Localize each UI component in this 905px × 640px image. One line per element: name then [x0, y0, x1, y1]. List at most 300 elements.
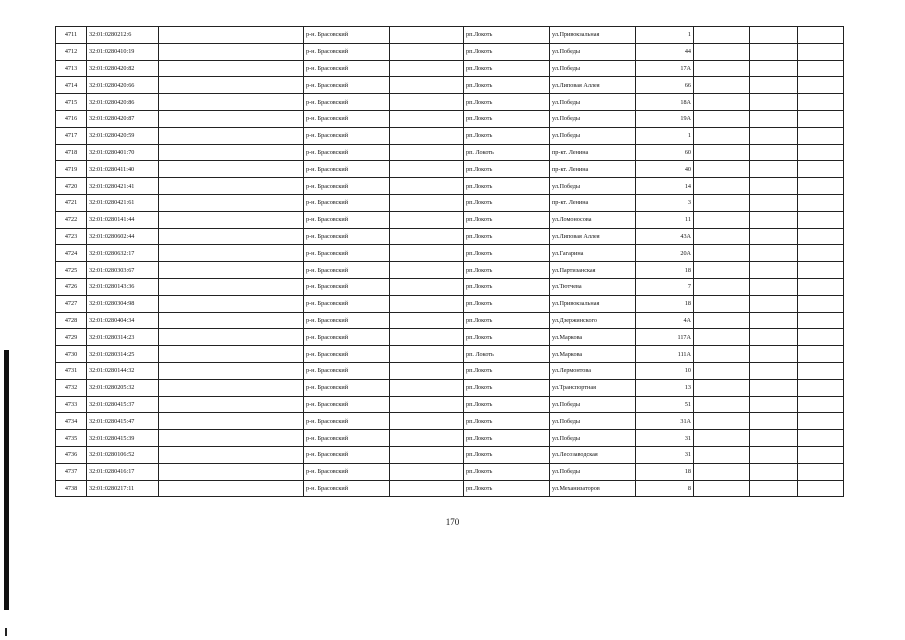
row-number-cell: 4720 [56, 178, 87, 195]
empty-cell [694, 211, 750, 228]
empty-cell [750, 329, 798, 346]
street-cell: пр-кт. Ленина [550, 144, 636, 161]
table-row [56, 77, 844, 94]
empty-cell [390, 211, 464, 228]
empty-cell [798, 430, 844, 447]
settlement-cell: рп.Локоть [464, 127, 550, 144]
empty-cell [798, 346, 844, 363]
empty-cell [390, 27, 464, 44]
house-number-cell: 13 [636, 379, 694, 396]
empty-cell [694, 295, 750, 312]
table-row [56, 27, 844, 44]
district-cell: р-н. Брасовский [304, 295, 390, 312]
cadastral-number-cell: 32:01:0280420:82 [87, 60, 159, 77]
empty-cell [750, 127, 798, 144]
empty-cell [390, 312, 464, 329]
row-number-cell: 4717 [56, 127, 87, 144]
empty-cell [694, 27, 750, 44]
table-row [56, 60, 844, 77]
empty-cell [694, 43, 750, 60]
empty-cell [798, 127, 844, 144]
settlement-cell: рп.Локоть [464, 110, 550, 127]
table-row [56, 430, 844, 447]
street-cell: ул.Маркова [550, 329, 636, 346]
cadastral-number-cell: 32:01:0280415:37 [87, 396, 159, 413]
street-cell: ул.Ломоносова [550, 211, 636, 228]
row-number-cell: 4719 [56, 161, 87, 178]
street-cell: ул.Победы [550, 430, 636, 447]
settlement-cell: рп.Локоть [464, 94, 550, 111]
cadastral-number-cell: 32:01:0280205:32 [87, 379, 159, 396]
empty-cell [694, 278, 750, 295]
empty-cell [390, 295, 464, 312]
cadastral-number-cell: 32:01:0280144:32 [87, 362, 159, 379]
empty-cell [750, 379, 798, 396]
row-number-cell: 4712 [56, 43, 87, 60]
empty-cell [798, 194, 844, 211]
row-number-cell: 4725 [56, 262, 87, 279]
settlement-cell: рп.Локоть [464, 379, 550, 396]
row-number-cell: 4727 [56, 295, 87, 312]
empty-cell [798, 228, 844, 245]
empty-cell [750, 463, 798, 480]
empty-cell [750, 77, 798, 94]
empty-cell [159, 413, 304, 430]
street-cell: ул.Лермонтова [550, 362, 636, 379]
empty-cell [390, 480, 464, 497]
empty-cell [694, 194, 750, 211]
empty-cell [798, 178, 844, 195]
row-number-cell: 4718 [56, 144, 87, 161]
settlement-cell: рп.Локоть [464, 60, 550, 77]
empty-cell [694, 396, 750, 413]
house-number-cell: 66 [636, 77, 694, 94]
cadastral-number-cell: 32:01:0280314:25 [87, 346, 159, 363]
settlement-cell: рп. Локоть [464, 346, 550, 363]
empty-cell [750, 144, 798, 161]
cadastral-number-cell: 32:01:0280212:6 [87, 27, 159, 44]
cadastral-number-cell: 32:01:0280143:36 [87, 278, 159, 295]
cadastral-number-cell: 32:01:0280304:98 [87, 295, 159, 312]
table-row [56, 194, 844, 211]
house-number-cell: 18 [636, 463, 694, 480]
empty-cell [798, 413, 844, 430]
street-cell: ул.Механизаторов [550, 480, 636, 497]
street-cell: ул.Привокзальная [550, 295, 636, 312]
table-row [56, 329, 844, 346]
empty-cell [694, 430, 750, 447]
empty-cell [750, 396, 798, 413]
row-number-cell: 4729 [56, 329, 87, 346]
district-cell: р-н. Брасовский [304, 94, 390, 111]
cadastral-number-cell: 32:01:0280420:87 [87, 110, 159, 127]
empty-cell [694, 245, 750, 262]
house-number-cell: 14 [636, 178, 694, 195]
district-cell: р-н. Брасовский [304, 446, 390, 463]
empty-cell [798, 110, 844, 127]
empty-cell [390, 110, 464, 127]
street-cell: ул.Липовая Аллея [550, 77, 636, 94]
table-row [56, 278, 844, 295]
house-number-cell: 20А [636, 245, 694, 262]
empty-cell [798, 379, 844, 396]
empty-cell [390, 362, 464, 379]
district-cell: р-н. Брасовский [304, 329, 390, 346]
empty-cell [390, 178, 464, 195]
empty-cell [159, 430, 304, 447]
empty-cell [694, 94, 750, 111]
row-number-cell: 4736 [56, 446, 87, 463]
empty-cell [750, 278, 798, 295]
empty-cell [159, 194, 304, 211]
row-number-cell: 4722 [56, 211, 87, 228]
cadastral-number-cell: 32:01:0280106:52 [87, 446, 159, 463]
empty-cell [750, 245, 798, 262]
street-cell: ул.Привокзальная [550, 27, 636, 44]
scan-edge-tick [5, 628, 7, 636]
empty-cell [390, 43, 464, 60]
settlement-cell: рп.Локоть [464, 480, 550, 497]
district-cell: р-н. Брасовский [304, 77, 390, 94]
table-row [56, 379, 844, 396]
empty-cell [159, 245, 304, 262]
row-number-cell: 4715 [56, 94, 87, 111]
empty-cell [750, 228, 798, 245]
empty-cell [159, 396, 304, 413]
cadastral-number-cell: 32:01:0280421:61 [87, 194, 159, 211]
settlement-cell: рп.Локоть [464, 329, 550, 346]
empty-cell [798, 396, 844, 413]
empty-cell [798, 27, 844, 44]
empty-cell [694, 110, 750, 127]
house-number-cell: 60 [636, 144, 694, 161]
empty-cell [390, 127, 464, 144]
empty-cell [159, 43, 304, 60]
district-cell: р-н. Брасовский [304, 211, 390, 228]
house-number-cell: 19А [636, 110, 694, 127]
empty-cell [159, 346, 304, 363]
empty-cell [798, 43, 844, 60]
cadastral-number-cell: 32:01:0280632:17 [87, 245, 159, 262]
house-number-cell: 31 [636, 446, 694, 463]
house-number-cell: 44 [636, 43, 694, 60]
table-row [56, 228, 844, 245]
settlement-cell: рп.Локоть [464, 178, 550, 195]
street-cell: ул.Транспортная [550, 379, 636, 396]
empty-cell [750, 413, 798, 430]
table-row [56, 413, 844, 430]
cadastral-number-cell: 32:01:0280416:17 [87, 463, 159, 480]
table-row [56, 463, 844, 480]
empty-cell [750, 27, 798, 44]
street-cell: ул.Победы [550, 110, 636, 127]
empty-cell [159, 278, 304, 295]
scan-edge-mark [4, 350, 9, 610]
settlement-cell: рп.Локоть [464, 77, 550, 94]
table-row [56, 94, 844, 111]
empty-cell [390, 379, 464, 396]
house-number-cell: 18 [636, 295, 694, 312]
street-cell: ул.Победы [550, 178, 636, 195]
empty-cell [694, 178, 750, 195]
district-cell: р-н. Брасовский [304, 463, 390, 480]
empty-cell [390, 262, 464, 279]
district-cell: р-н. Брасовский [304, 312, 390, 329]
table-row [56, 161, 844, 178]
cadastral-number-cell: 32:01:0280420:66 [87, 77, 159, 94]
district-cell: р-н. Брасовский [304, 362, 390, 379]
empty-cell [159, 60, 304, 77]
row-number-cell: 4713 [56, 60, 87, 77]
empty-cell [798, 161, 844, 178]
empty-cell [159, 127, 304, 144]
empty-cell [159, 27, 304, 44]
empty-cell [159, 312, 304, 329]
empty-cell [159, 262, 304, 279]
table-row [56, 144, 844, 161]
empty-cell [750, 480, 798, 497]
street-cell: ул.Победы [550, 60, 636, 77]
street-cell: ул.Партизанская [550, 262, 636, 279]
house-number-cell: 117А [636, 329, 694, 346]
settlement-cell: рп.Локоть [464, 430, 550, 447]
page-number: 170 [445, 517, 460, 527]
empty-cell [159, 110, 304, 127]
street-cell: ул.Победы [550, 127, 636, 144]
empty-cell [694, 60, 750, 77]
empty-cell [694, 480, 750, 497]
table-row [56, 262, 844, 279]
street-cell: ул.Победы [550, 94, 636, 111]
empty-cell [750, 262, 798, 279]
empty-cell [798, 446, 844, 463]
empty-cell [694, 446, 750, 463]
district-cell: р-н. Брасовский [304, 43, 390, 60]
district-cell: р-н. Брасовский [304, 144, 390, 161]
empty-cell [694, 161, 750, 178]
empty-cell [798, 94, 844, 111]
table-row [56, 295, 844, 312]
street-cell: ул.Победы [550, 413, 636, 430]
row-number-cell: 4735 [56, 430, 87, 447]
empty-cell [750, 295, 798, 312]
empty-cell [798, 60, 844, 77]
settlement-cell: рп.Локоть [464, 43, 550, 60]
house-number-cell: 17А [636, 60, 694, 77]
empty-cell [159, 446, 304, 463]
row-number-cell: 4711 [56, 27, 87, 44]
row-number-cell: 4721 [56, 194, 87, 211]
empty-cell [390, 60, 464, 77]
table-row [56, 362, 844, 379]
settlement-cell: рп.Локоть [464, 161, 550, 178]
cadastral-number-cell: 32:01:0280420:86 [87, 94, 159, 111]
district-cell: р-н. Брасовский [304, 127, 390, 144]
house-number-cell: 10 [636, 362, 694, 379]
house-number-cell: 11 [636, 211, 694, 228]
district-cell: р-н. Брасовский [304, 379, 390, 396]
cadastral-number-cell: 32:01:0280420:59 [87, 127, 159, 144]
settlement-cell: рп.Локоть [464, 228, 550, 245]
empty-cell [694, 144, 750, 161]
empty-cell [159, 94, 304, 111]
street-cell: ул.Маркова [550, 346, 636, 363]
empty-cell [750, 94, 798, 111]
house-number-cell: 18 [636, 262, 694, 279]
empty-cell [390, 463, 464, 480]
registry-table [55, 26, 844, 497]
table-row [56, 43, 844, 60]
empty-cell [798, 480, 844, 497]
settlement-cell: рп.Локоть [464, 245, 550, 262]
empty-cell [159, 362, 304, 379]
district-cell: р-н. Брасовский [304, 396, 390, 413]
table-row [56, 480, 844, 497]
settlement-cell: рп. Локоть [464, 144, 550, 161]
district-cell: р-н. Брасовский [304, 228, 390, 245]
district-cell: р-н. Брасовский [304, 178, 390, 195]
empty-cell [798, 312, 844, 329]
row-number-cell: 4731 [56, 362, 87, 379]
table-row [56, 211, 844, 228]
empty-cell [390, 446, 464, 463]
cadastral-number-cell: 32:01:0280602:44 [87, 228, 159, 245]
table-row [56, 396, 844, 413]
settlement-cell: рп.Локоть [464, 211, 550, 228]
row-number-cell: 4716 [56, 110, 87, 127]
district-cell: р-н. Брасовский [304, 161, 390, 178]
empty-cell [390, 346, 464, 363]
cadastral-number-cell: 32:01:0280314:23 [87, 329, 159, 346]
house-number-cell: 31 [636, 430, 694, 447]
empty-cell [390, 430, 464, 447]
empty-cell [750, 211, 798, 228]
row-number-cell: 4738 [56, 480, 87, 497]
empty-cell [159, 178, 304, 195]
empty-cell [694, 127, 750, 144]
empty-cell [159, 329, 304, 346]
empty-cell [390, 94, 464, 111]
empty-cell [750, 43, 798, 60]
empty-cell [798, 262, 844, 279]
house-number-cell: 31А [636, 413, 694, 430]
house-number-cell: 40 [636, 161, 694, 178]
cadastral-number-cell: 32:01:0280141:44 [87, 211, 159, 228]
settlement-cell: рп.Локоть [464, 446, 550, 463]
empty-cell [390, 161, 464, 178]
street-cell: ул.Лесозаводская [550, 446, 636, 463]
settlement-cell: рп.Локоть [464, 27, 550, 44]
settlement-cell: рп.Локоть [464, 262, 550, 279]
empty-cell [694, 329, 750, 346]
row-number-cell: 4726 [56, 278, 87, 295]
empty-cell [750, 161, 798, 178]
cadastral-number-cell: 32:01:0280401:70 [87, 144, 159, 161]
empty-cell [750, 346, 798, 363]
empty-cell [390, 245, 464, 262]
house-number-cell: 18А [636, 94, 694, 111]
empty-cell [750, 194, 798, 211]
row-number-cell: 4737 [56, 463, 87, 480]
house-number-cell: 1 [636, 27, 694, 44]
registry-body [56, 27, 844, 497]
district-cell: р-н. Брасовский [304, 413, 390, 430]
empty-cell [159, 480, 304, 497]
street-cell: ул.Дзержинского [550, 312, 636, 329]
settlement-cell: рп.Локоть [464, 463, 550, 480]
house-number-cell: 51 [636, 396, 694, 413]
district-cell: р-н. Брасовский [304, 27, 390, 44]
empty-cell [694, 362, 750, 379]
row-number-cell: 4734 [56, 413, 87, 430]
empty-cell [750, 312, 798, 329]
district-cell: р-н. Брасовский [304, 430, 390, 447]
settlement-cell: рп.Локоть [464, 312, 550, 329]
cadastral-number-cell: 32:01:0280217:11 [87, 480, 159, 497]
empty-cell [390, 329, 464, 346]
empty-cell [798, 362, 844, 379]
empty-cell [694, 312, 750, 329]
table-row [56, 127, 844, 144]
settlement-cell: рп.Локоть [464, 362, 550, 379]
district-cell: р-н. Брасовский [304, 110, 390, 127]
house-number-cell: 8 [636, 480, 694, 497]
row-number-cell: 4724 [56, 245, 87, 262]
table-row [56, 346, 844, 363]
settlement-cell: рп.Локоть [464, 278, 550, 295]
empty-cell [798, 295, 844, 312]
empty-cell [159, 77, 304, 94]
street-cell: ул.Победы [550, 463, 636, 480]
empty-cell [694, 413, 750, 430]
empty-cell [390, 228, 464, 245]
house-number-cell: 7 [636, 278, 694, 295]
empty-cell [159, 463, 304, 480]
street-cell: ул.Гагарина [550, 245, 636, 262]
house-number-cell: 43А [636, 228, 694, 245]
empty-cell [798, 278, 844, 295]
empty-cell [159, 295, 304, 312]
empty-cell [798, 77, 844, 94]
settlement-cell: рп.Локоть [464, 295, 550, 312]
street-cell: пр-кт. Ленина [550, 194, 636, 211]
empty-cell [390, 194, 464, 211]
table-row [56, 245, 844, 262]
row-number-cell: 4732 [56, 379, 87, 396]
empty-cell [750, 362, 798, 379]
cadastral-number-cell: 32:01:0280411:40 [87, 161, 159, 178]
street-cell: ул.Липовая Аллея [550, 228, 636, 245]
empty-cell [750, 430, 798, 447]
table-row [56, 178, 844, 195]
row-number-cell: 4723 [56, 228, 87, 245]
row-number-cell: 4730 [56, 346, 87, 363]
district-cell: р-н. Брасовский [304, 194, 390, 211]
row-number-cell: 4714 [56, 77, 87, 94]
district-cell: р-н. Брасовский [304, 262, 390, 279]
empty-cell [159, 161, 304, 178]
table-row [56, 110, 844, 127]
settlement-cell: рп.Локоть [464, 396, 550, 413]
empty-cell [159, 228, 304, 245]
empty-cell [798, 463, 844, 480]
district-cell: р-н. Брасовский [304, 346, 390, 363]
street-cell: ул.Победы [550, 43, 636, 60]
cadastral-number-cell: 32:01:0280415:47 [87, 413, 159, 430]
empty-cell [694, 228, 750, 245]
empty-cell [694, 262, 750, 279]
empty-cell [390, 144, 464, 161]
